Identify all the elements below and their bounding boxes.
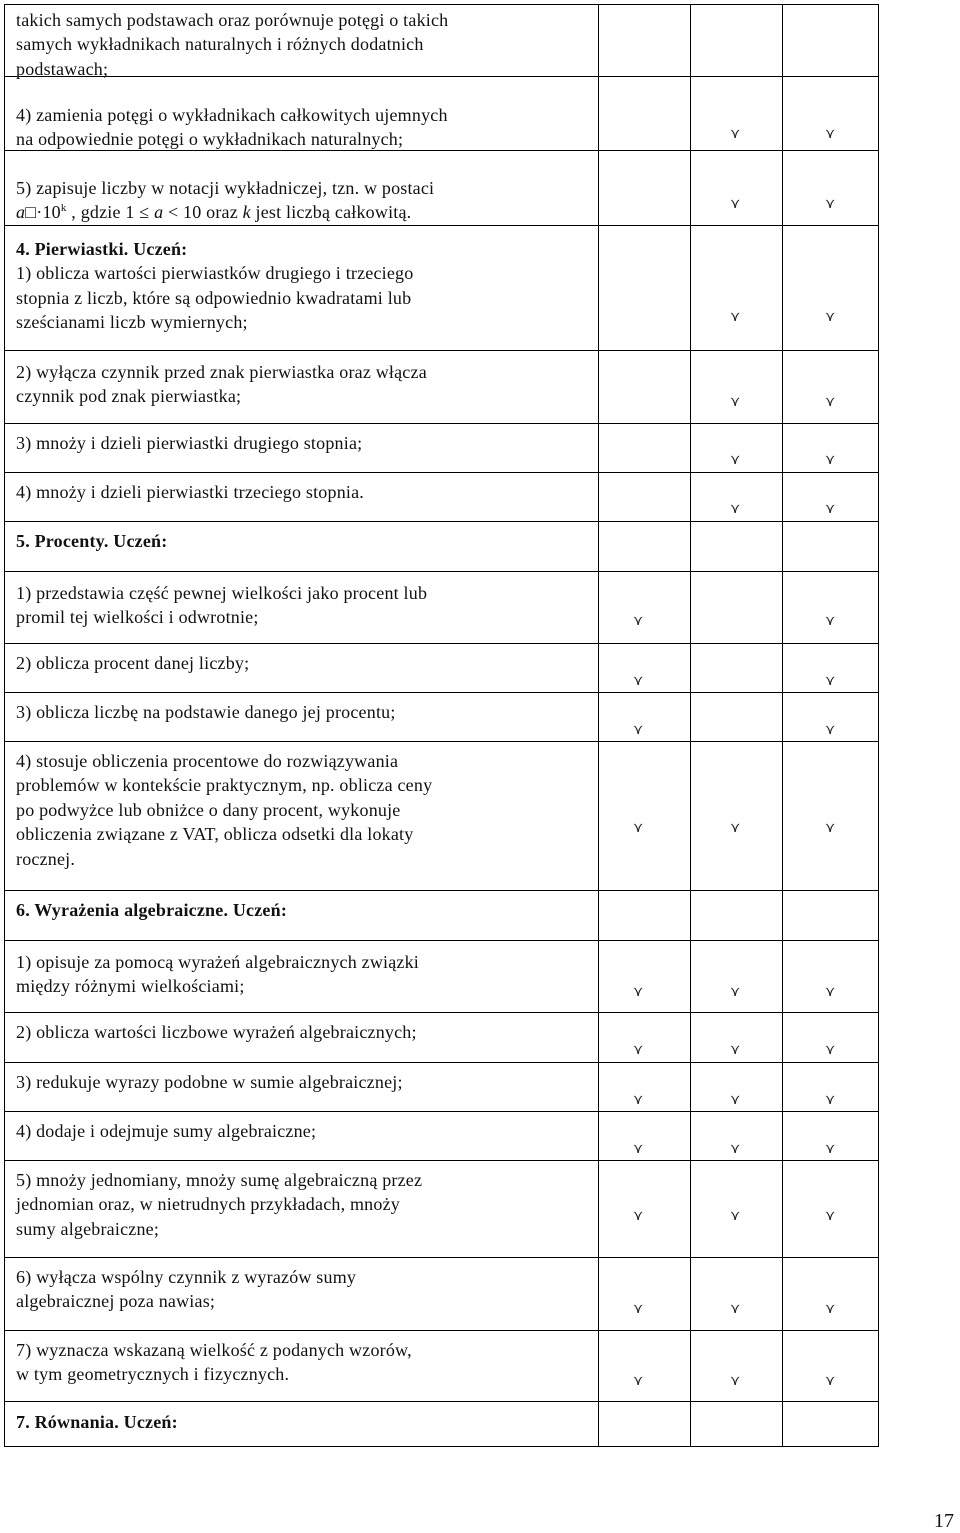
table-row — [5, 643, 878, 692]
checkmark-icon: ⋎ — [825, 196, 836, 212]
formula-part: , gdzie 1 — [71, 202, 135, 223]
table-row — [5, 5, 878, 79]
table-row — [5, 692, 878, 741]
checkmark-icon: ⋎ — [825, 501, 836, 517]
section-row — [5, 1401, 878, 1448]
requirement-text: 4) dodaje i odejmuje sumy algebraiczne; — [16, 1121, 317, 1141]
table-row — [5, 1160, 878, 1257]
checkmark-icon: ⋎ — [825, 1301, 836, 1317]
checkmark-icon: ⋎ — [633, 1373, 644, 1389]
checkmark-icon: ⋎ — [730, 1141, 741, 1157]
checkmark-icon: ⋎ — [825, 613, 836, 629]
checkmark-icon: ⋎ — [730, 309, 741, 325]
section-row — [5, 521, 878, 571]
checkmark-icon: ⋎ — [825, 1042, 836, 1058]
formula-part: ≤ — [139, 202, 150, 223]
requirement-text: 2) oblicza wartości liczbowe wyrażeń algebraicznych; — [16, 1022, 417, 1042]
table-row — [5, 1330, 878, 1401]
section-heading: 7. Równania. Uczeń: — [16, 1412, 178, 1432]
formula-part: a — [154, 202, 164, 223]
requirement-text: 5) mnoży jednomiany, mnoży sumę algebraiczną przez jednomian oraz, w nietrudnych przykładach, mnoży sumy algebraiczne; — [16, 1170, 423, 1239]
requirement-text: 1) opisuje za pomocą wyrażeń algebraicznych związki między różnymi wielkościami; — [16, 952, 420, 997]
formula-part: k — [60, 202, 67, 215]
checkmark-icon: ⋎ — [825, 126, 836, 142]
requirement-body: 5) zapisuje liczby w notacji wykładniczej, tzn. w postaci — [16, 178, 435, 198]
checkmark-icon: ⋎ — [633, 613, 644, 629]
checkmark-icon: ⋎ — [730, 501, 741, 517]
section-row — [5, 890, 878, 940]
checkmark-icon: ⋎ — [825, 673, 836, 689]
checkmark-icon: ⋎ — [633, 820, 644, 836]
table-row — [5, 76, 878, 150]
section-heading: 6. Wyrażenia algebraiczne. Uczeń: — [16, 900, 288, 920]
checkmark-icon: ⋎ — [730, 1301, 741, 1317]
requirement-text: 4) zamienia potęgi o wykładnikach całkowitych ujemnych na odpowiednie potęgi o wykładnikach naturalnych; — [16, 105, 448, 150]
checkmark-icon: ⋎ — [730, 126, 741, 142]
checkmark-icon: ⋎ — [633, 1141, 644, 1157]
checkmark-icon: ⋎ — [825, 1092, 836, 1108]
requirement-text: 3) mnoży i dzieli pierwiastki drugiego stopnia; — [16, 433, 363, 453]
checkmark-icon: ⋎ — [633, 722, 644, 738]
table-row — [5, 1111, 878, 1160]
requirement-text — [16, 237, 586, 335]
requirement-text: 2) oblicza procent danej liczby; — [16, 653, 250, 673]
requirement-text: 6) wyłącza wspólny czynnik z wyrazów sumy algebraicznej poza nawias; — [16, 1267, 357, 1312]
section-heading: 5. Procenty. Uczeń: — [16, 531, 168, 551]
checkmark-icon: ⋎ — [825, 820, 836, 836]
table-row — [5, 472, 878, 521]
table-row — [5, 423, 878, 472]
checkmark-icon: ⋎ — [730, 1092, 741, 1108]
checkmark-icon: ⋎ — [633, 1301, 644, 1317]
checkmark-icon: ⋎ — [633, 1208, 644, 1224]
checkmark-icon: ⋎ — [825, 1141, 836, 1157]
checkmark-icon: ⋎ — [633, 673, 644, 689]
table-row — [5, 741, 878, 890]
table-row — [5, 940, 878, 1012]
table-row — [5, 350, 878, 423]
checkmark-icon: ⋎ — [730, 452, 741, 468]
requirement-text: 1) przedstawia część pewnej wielkości jako procent lub promil tej wielkości i odwrotnie; — [16, 583, 428, 628]
checkmark-icon: ⋎ — [730, 196, 741, 212]
page-number: 17 — [934, 1510, 954, 1532]
curriculum-table — [4, 4, 879, 1447]
checkmark-icon: ⋎ — [730, 1373, 741, 1389]
requirement-text: 3) redukuje wyrazy podobne w sumie algebraicznej; — [16, 1072, 403, 1092]
requirement-text: 4) mnoży i dzieli pierwiastki trzeciego stopnia. — [16, 482, 364, 502]
checkmark-icon: ⋎ — [730, 394, 741, 410]
checkmark-icon: ⋎ — [633, 984, 644, 1000]
checkmark-icon: ⋎ — [633, 1092, 644, 1108]
requirement-body: 1) oblicza wartości pierwiastków drugiego i trzeciego stopnia z liczb, które są odpowiednio kwadratami lub sześcianami liczb wymiernych; — [16, 263, 414, 333]
checkmark-icon: ⋎ — [825, 1373, 836, 1389]
formula-part: a — [16, 202, 26, 223]
checkmark-icon: ⋎ — [633, 1042, 644, 1058]
checkmark-icon: ⋎ — [825, 1208, 836, 1224]
checkmark-icon: ⋎ — [825, 722, 836, 738]
requirement-text: 3) oblicza liczbę na podstawie danego jej procentu; — [16, 702, 396, 722]
table-row — [5, 1257, 878, 1330]
table-row — [5, 225, 878, 350]
formula-part: jest liczbą całkowitą. — [255, 202, 412, 223]
checkmark-icon: ⋎ — [730, 820, 741, 836]
checkmark-icon: ⋎ — [730, 1208, 741, 1224]
checkmark-icon: ⋎ — [825, 394, 836, 410]
requirement-text: 2) wyłącza czynnik przed znak pierwiastka oraz włącza czynnik pod znak pierwiastka; — [16, 362, 427, 407]
requirement-text: 4) stosuje obliczenia procentowe do rozwiązywania problemów w kontekście praktycznym, np. oblicza ceny po podwyżce lub obniżce o dany procent, wykonuje obliczenia związane z VAT, oblicza odsetki dla lokaty rocznej. — [16, 751, 433, 869]
formula-part: ·10 — [36, 202, 61, 223]
checkmark-icon: ⋎ — [825, 309, 836, 325]
section-heading: 4. Pierwiastki. — [16, 239, 129, 259]
requirement-text — [16, 176, 586, 225]
requirement-text: 7) wyznacza wskazaną wielkość z podanych wzorów, w tym geometrycznych i fizycznych. — [16, 1340, 412, 1385]
checkmark-icon: ⋎ — [730, 1042, 741, 1058]
checkmark-icon: ⋎ — [825, 452, 836, 468]
checkmark-icon: ⋎ — [825, 984, 836, 1000]
formula-part: k — [242, 202, 251, 223]
formula-part: < 10 oraz — [167, 202, 238, 223]
section-heading-tail: Uczeń: — [128, 239, 188, 259]
checkmark-icon: ⋎ — [730, 984, 741, 1000]
table-row — [5, 571, 878, 643]
table-row — [5, 1012, 878, 1062]
formula — [16, 202, 411, 222]
table-row — [5, 150, 878, 225]
formula-part: □ — [25, 202, 37, 223]
table-row — [5, 1062, 878, 1111]
requirement-text: takich samych podstawach oraz porównuje potęgi o takich samych wykładnikach naturalnych i różnych dodatnich podstawach; — [16, 10, 449, 79]
